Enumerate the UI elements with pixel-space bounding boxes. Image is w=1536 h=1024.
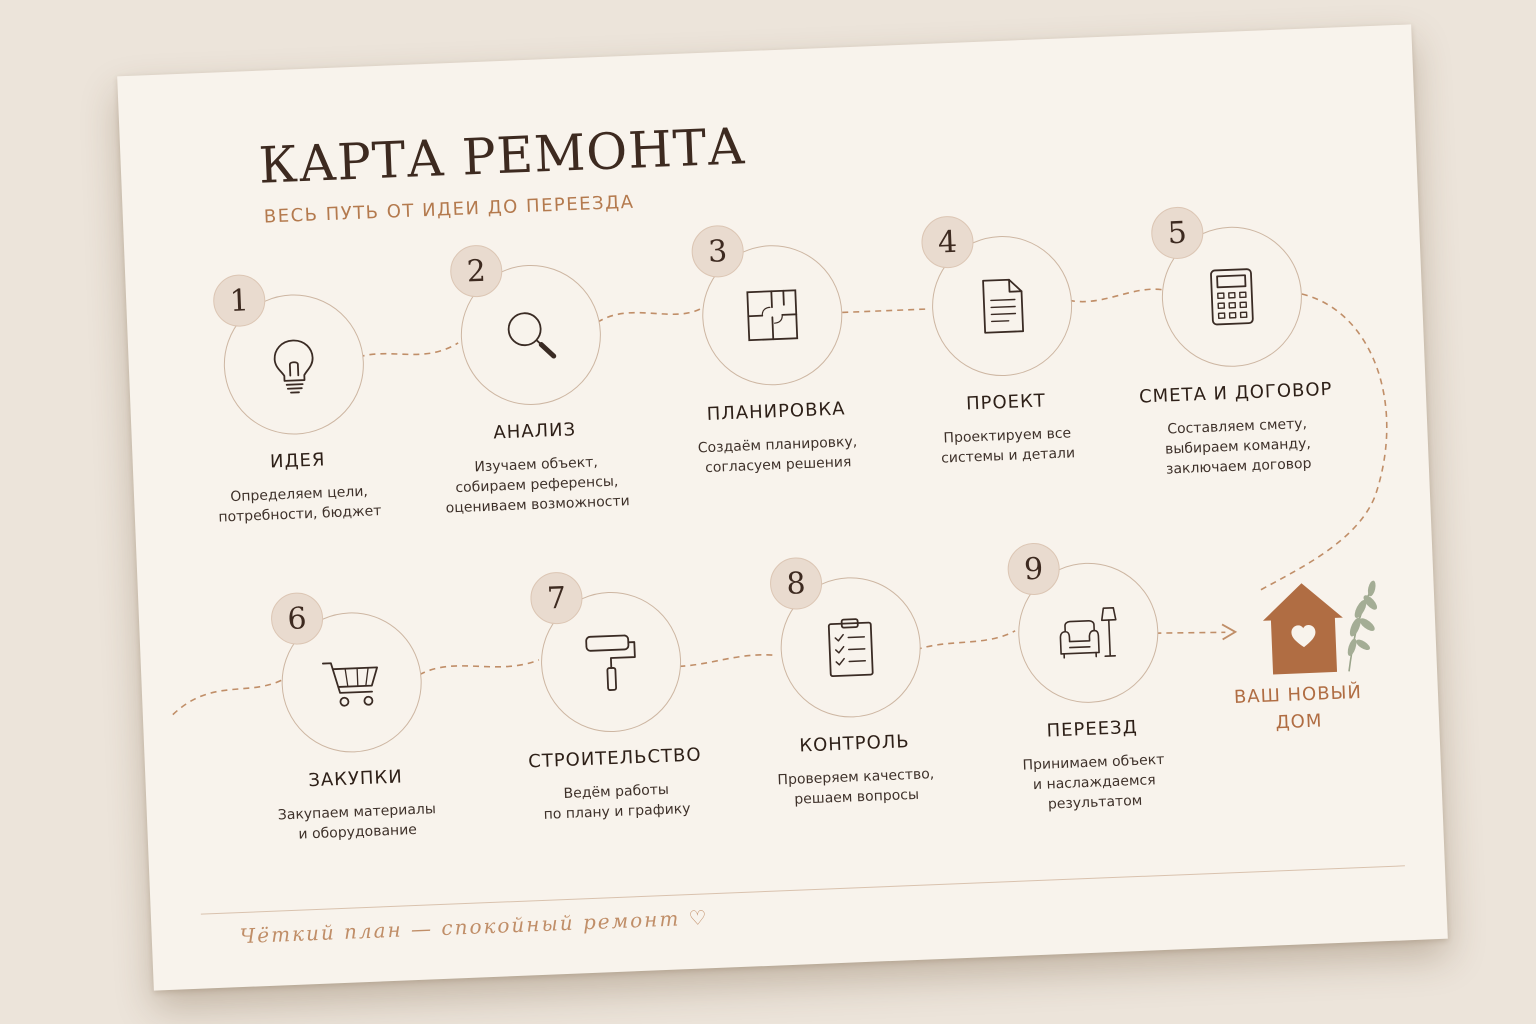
page-subtitle: ВЕСЬ ПУТЬ ОТ ИДЕИ ДО ПЕРЕЕЗДА [263, 191, 635, 228]
route-segment [1155, 630, 1225, 635]
step-description: Проектируем все системы и детали [940, 425, 1076, 467]
route-segment [172, 680, 283, 714]
step-number-badge: 3 [691, 224, 745, 278]
floor-plan-icon [741, 284, 803, 346]
paint-roller-icon [580, 631, 642, 693]
step-number-badge: 6 [270, 592, 324, 646]
step-title: ПЕРЕЕЗД [1046, 716, 1139, 742]
magnifier-icon [500, 304, 562, 366]
step-description: Закупаем материалы и оборудование [277, 801, 437, 843]
step-description: Ведём работы по плану и графику [543, 781, 691, 823]
step-title: АНАЛИЗ [492, 419, 577, 444]
step-title: ЗАКУПКИ [307, 766, 404, 792]
step-title: КОНТРОЛЬ [798, 731, 911, 757]
step-title: ИДЕЯ [269, 449, 326, 473]
page-title: КАРТА РЕМОНТА [257, 117, 748, 195]
checklist-icon [819, 616, 881, 678]
olive-branch-icon [1343, 580, 1382, 672]
route-segment [597, 308, 702, 322]
step-number-badge: 8 [769, 556, 823, 610]
renovation-map-card [117, 24, 1448, 990]
footer-slogan: Чёткий план — спокойный ремонт ♡ [239, 905, 710, 949]
step-title: ПЛАНИРОВКА [706, 398, 846, 425]
route-segment [358, 343, 458, 357]
step-number-badge: 2 [449, 244, 503, 298]
step-description: Изучаем объект, собираем референсы, оцениваем возможности [445, 454, 630, 517]
step-title: СТРОИТЕЛЬСТВО [527, 744, 702, 773]
step-description: Создаём планировку, согласуем решения [697, 433, 858, 477]
step-number-badge: 4 [920, 215, 974, 269]
step-description: Проверяем качество, решаем вопросы [777, 766, 935, 808]
house-heart-icon [1253, 566, 1387, 681]
home-label: ВАШ НОВЫЙ ДОМ [1233, 681, 1363, 734]
calculator-icon [1201, 266, 1263, 328]
route-segment [679, 654, 776, 666]
step-number-badge: 9 [1007, 542, 1061, 596]
step-number-badge: 7 [529, 571, 583, 625]
step-description: Определяем цели, потребности, бюджет [218, 483, 382, 526]
step-number-badge: 1 [212, 274, 266, 328]
route-segment [842, 309, 927, 312]
lightbulb-icon [263, 333, 325, 395]
shopping-cart-icon [320, 651, 382, 713]
sofa-lamp-icon [1057, 602, 1119, 664]
step-number-badge: 5 [1150, 206, 1204, 260]
route-segment [915, 631, 1016, 650]
step-title: СМЕТА И ДОГОВОР [1138, 378, 1333, 408]
route-segment [1069, 289, 1162, 302]
step-title: ПРОЕКТ [965, 390, 1047, 415]
step-description: Составляем смету, выбираем команду, заключаем договор [1164, 415, 1312, 478]
route-segment [419, 660, 539, 675]
step-description: Принимаем объект и наслаждаемся результатом [1022, 751, 1165, 813]
document-icon [971, 275, 1033, 337]
